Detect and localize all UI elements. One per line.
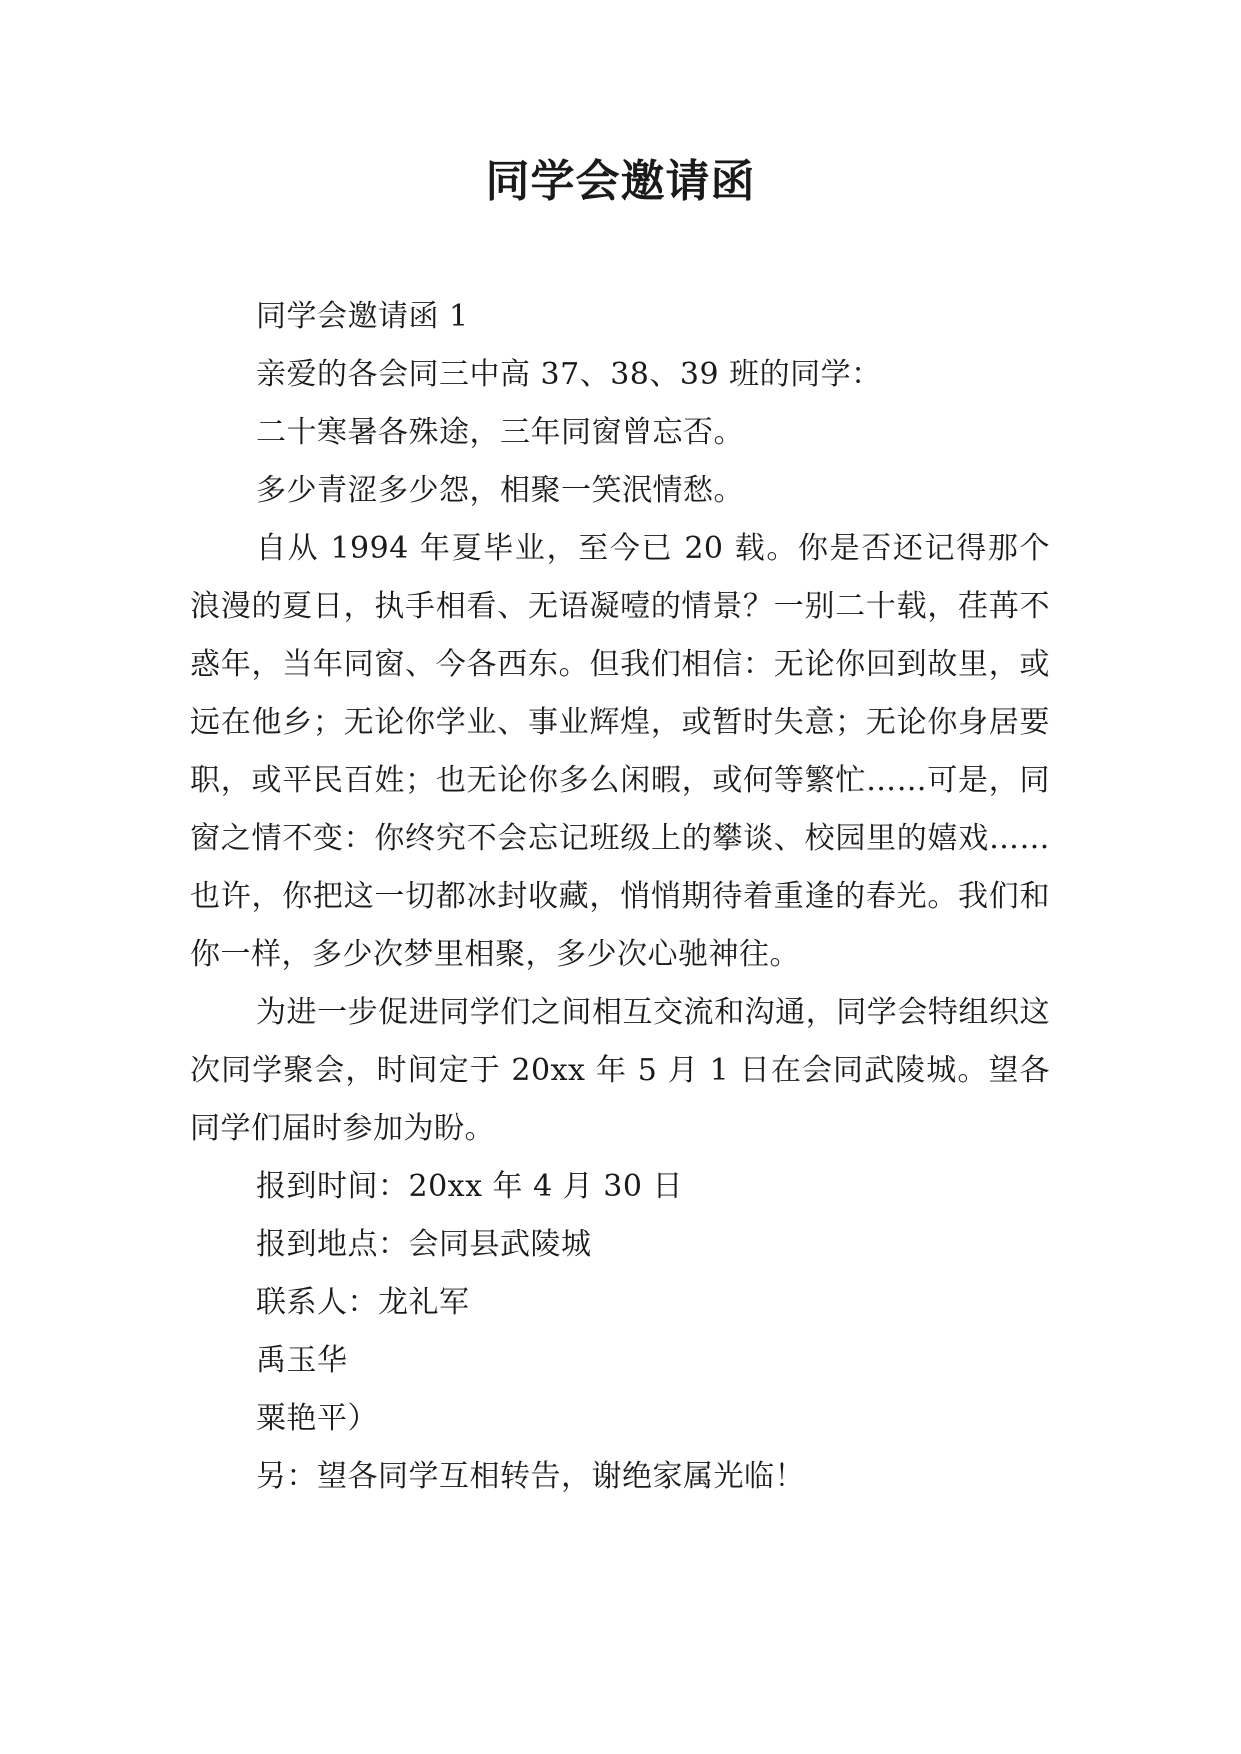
contact-person-2: 禹玉华 [256,1343,348,1378]
contact-person-3: 粟艳平） [256,1401,378,1436]
greeting: 亲爱的各会同三中高 37、38、39 班的同学： [256,357,882,392]
document-body [190,288,1050,1506]
registration-time: 报到时间：20xx 年 4 月 30 日 [256,1169,683,1204]
subtitle: 同学会邀请函 1 [256,299,469,334]
postscript: 另：望各同学互相转告，谢绝家属光临！ [256,1459,805,1494]
document-title: 同学会邀请函 [485,156,756,207]
poem-line-1: 二十寒暑各殊途，三年同窗曾忘否。 [256,415,744,450]
contact-person-1: 联系人：龙礼军 [256,1285,470,1320]
body-paragraph-memories: 自从 1994 年夏毕业，至今已 20 载。你是否还记得那个浪漫的夏日，执手相看、无语凝噎的情景？一别二十载，荏苒不惑年，当年同窗、今各西东。但我们相信：无论你回到故里，或远在他乡；无论你学业、事业辉煌，或暂时失意；无论你身居要职，或平民百姓；也无论你多么闲暇，或何等繁忙……可是，同窗之情不变：你终究不会忘记班级上的攀谈、校园里的嬉戏……也许，你把这一切都冰封收藏，悄悄期待着重逢的春光。我们和你一样，多少次梦里相聚，多少次心驰神往。 [190,531,1050,972]
poem-line-2: 多少青涩多少怨，相聚一笑泯情愁。 [256,473,744,508]
registration-location: 报到地点：会同县武陵城 [256,1227,592,1262]
body-paragraph-invitation: 为进一步促进同学们之间相互交流和沟通，同学会特组织这次同学聚会，时间定于 20xx 年 5 月 1 日在会同武陵城。望各同学们届时参加为盼。 [190,995,1050,1146]
